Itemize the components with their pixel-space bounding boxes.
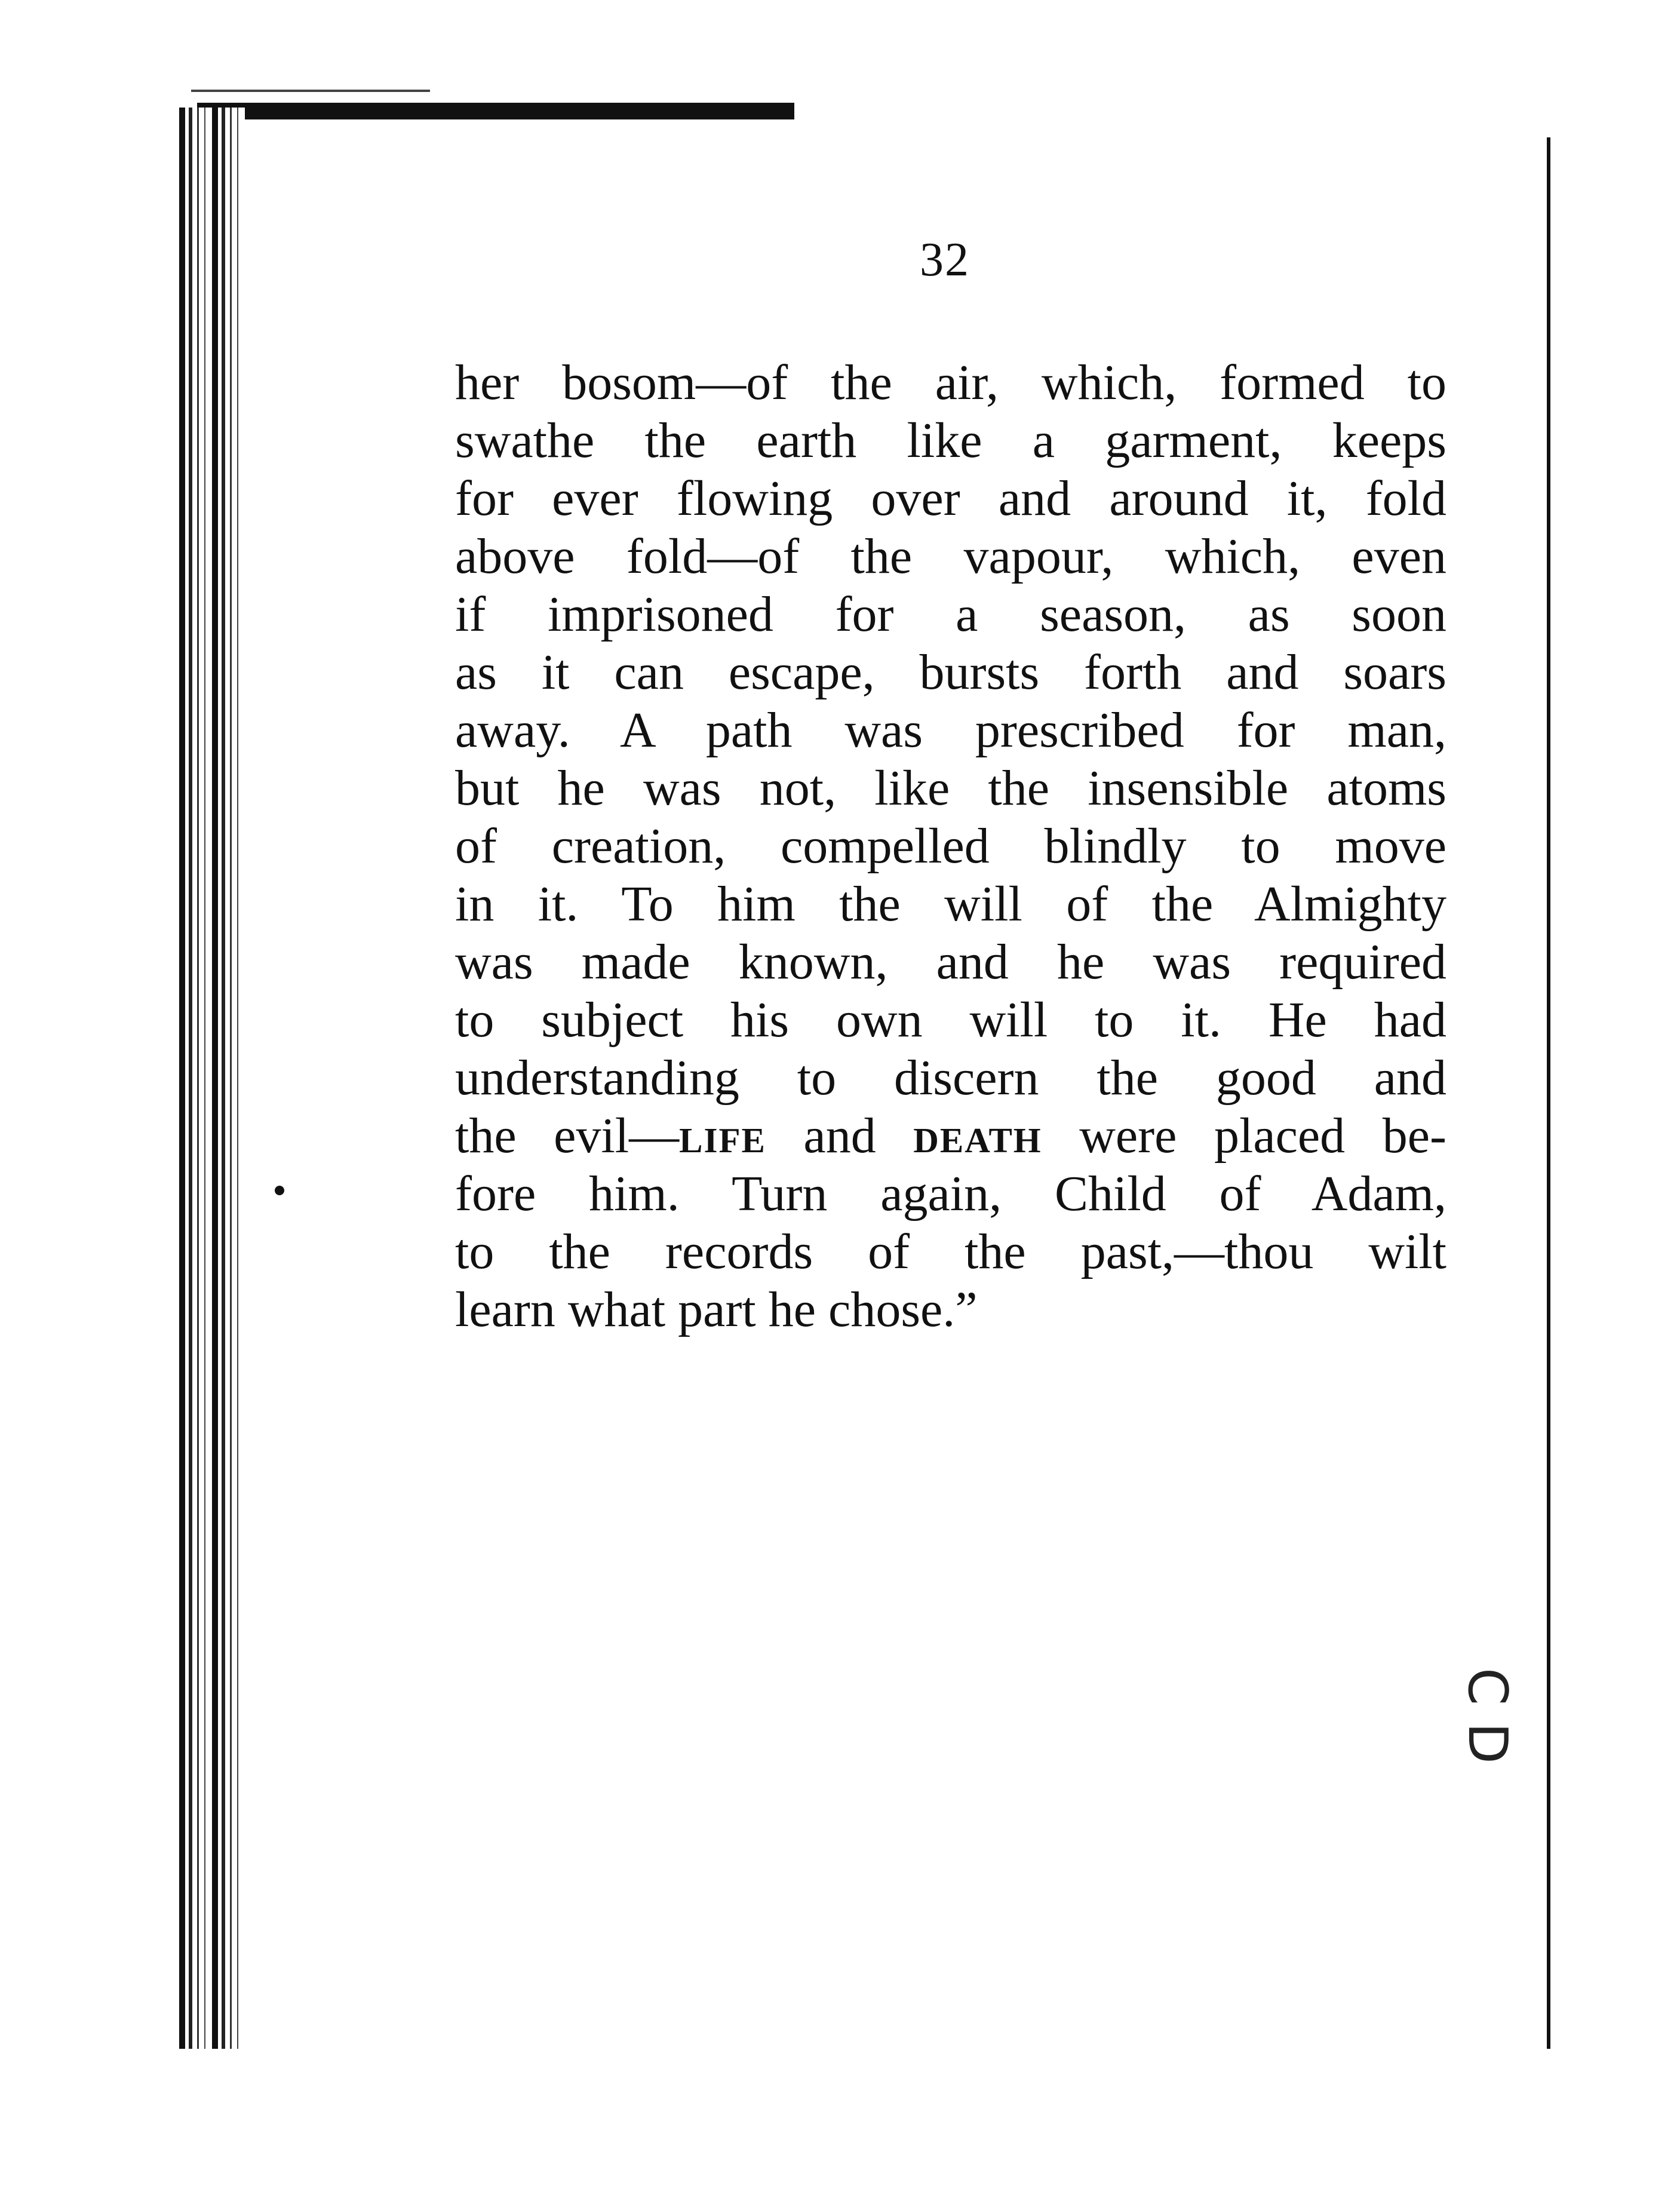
text-segment: the evil—	[455, 1108, 680, 1164]
text-segment: and	[766, 1108, 914, 1164]
text-line: but he was not, like the insensible atoms	[455, 760, 1446, 816]
right-edge-rule	[1547, 137, 1550, 2049]
text-line: understanding to discern the good and	[455, 1050, 1446, 1106]
page-number: 32	[920, 234, 970, 286]
margin-dot	[275, 1186, 284, 1195]
text-line: her bosom—of the air, which, formed to	[455, 355, 1446, 410]
text-line-last: learn what part he chose.”	[455, 1282, 978, 1337]
top-edge-thin-rule	[191, 90, 430, 92]
text-line: fore him. Turn again, Child of Adam,	[455, 1166, 1446, 1222]
death-smallcaps: death	[913, 1108, 1042, 1164]
body-text	[455, 354, 1446, 1339]
book-spine-edge	[179, 108, 245, 2049]
text-line: in it. To him the will of the Almighty	[455, 876, 1446, 932]
life-smallcaps: life	[679, 1108, 766, 1164]
text-line: if imprisoned for a season, as soon	[455, 587, 1446, 642]
text-line: swathe the earth like a garment, keeps	[455, 413, 1446, 468]
text-line: to the records of the past,—thou wilt	[455, 1224, 1446, 1279]
text-line: of creation, compelled blindly to move	[455, 818, 1446, 874]
handwritten-margin-mark: C D	[1455, 1668, 1519, 1764]
text-line: above fold—of the vapour, which, even	[455, 529, 1446, 584]
text-line: to subject his own will to it. He had	[455, 992, 1446, 1048]
text-line: away. A path was prescribed for man,	[455, 702, 1446, 758]
text-line: was made known, and he was required	[455, 934, 1446, 990]
text-line: for ever flowing over and around it, fold	[455, 471, 1446, 526]
text-segment: were placed be-	[1042, 1108, 1446, 1164]
text-line: as it can escape, bursts forth and soars	[455, 645, 1446, 700]
top-edge-rule	[197, 103, 794, 119]
text-line-life-death	[455, 1107, 1446, 1165]
